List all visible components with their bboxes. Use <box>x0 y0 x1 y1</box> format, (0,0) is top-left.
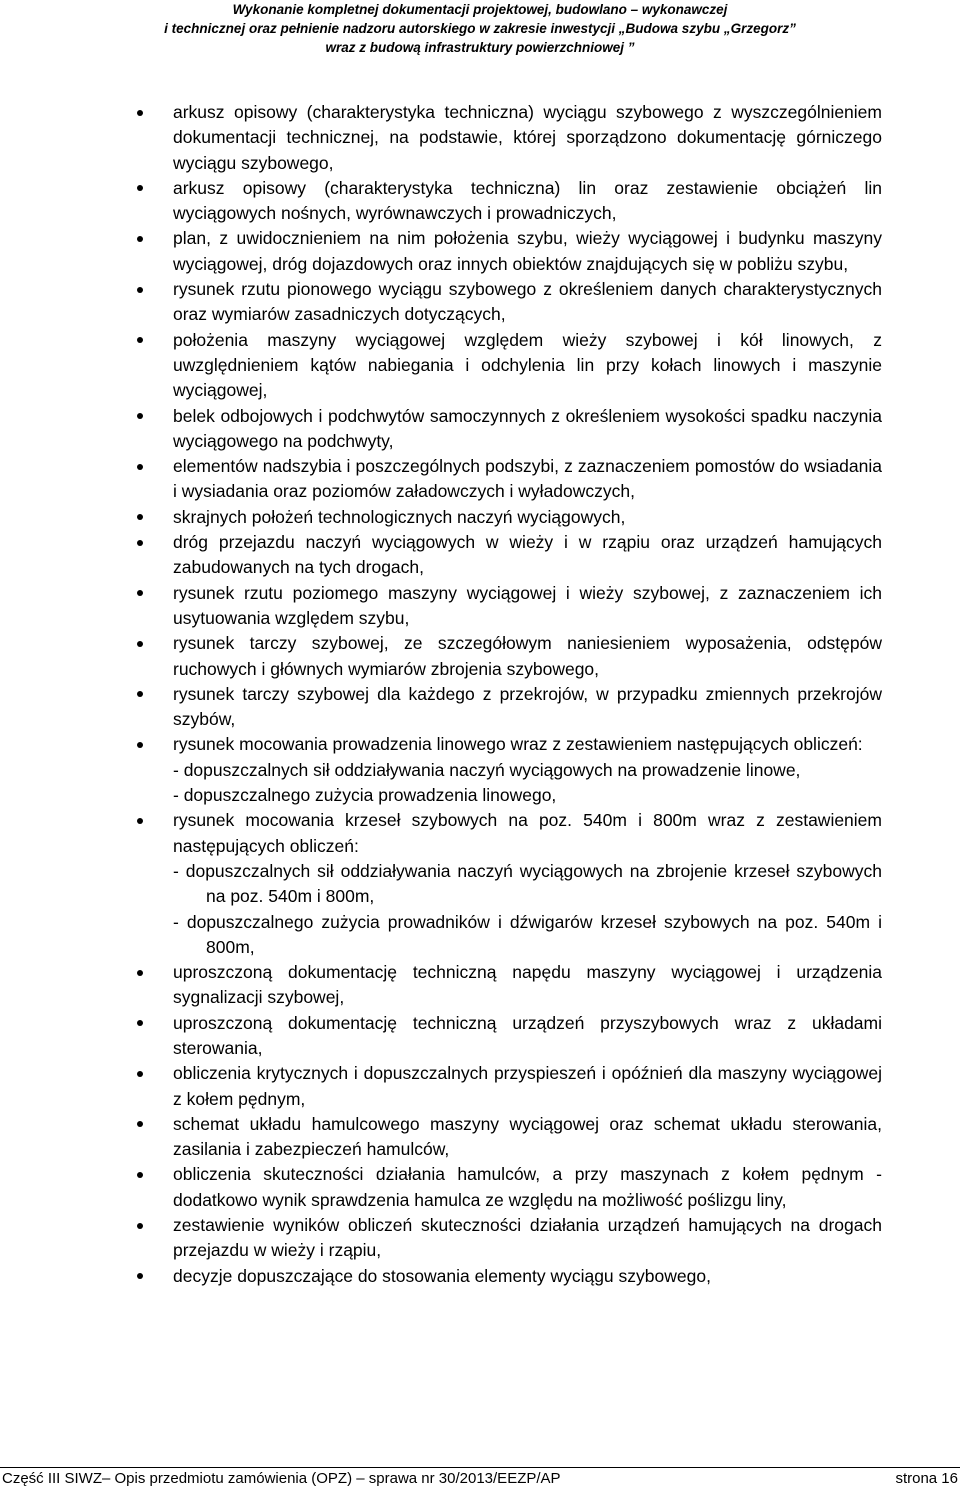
list-item-text: skrajnych położeń technologicznych naczyń wyciągowych, <box>173 506 626 527</box>
list-item <box>130 100 882 176</box>
list-item-text: decyzje dopuszczające do stosowania elementy wyciągu szybowego, <box>173 1265 711 1286</box>
list-item <box>130 176 882 227</box>
list-item-text: rysunek rzutu poziomego maszyny wyciągowej i wieży szybowej, z zaznaczeniem ich usytuowania względem szybu, <box>173 582 882 628</box>
list-item <box>130 1264 882 1289</box>
list-item-text: rysunek rzutu pionowego wyciągu szybowego z określeniem danych charakterystycznych oraz wymiarów zasadniczych dotyczących, <box>173 279 882 325</box>
list-item <box>130 505 882 530</box>
list-item-text: elementów nadszybia i poszczególnych podszybi, z zaznaczeniem pomostów do wsiadania i wysiadania oraz poziomów załadowczych i wyładowczych, <box>173 456 882 502</box>
header-line-1: Wykonanie kompletnej dokumentacji projektowej, budowlano – wykonawczej <box>232 2 728 17</box>
list-item-text: uproszczoną dokumentację techniczną urządzeń przyszybowych wraz z układami sterowania, <box>173 1012 882 1058</box>
list-subitem: - dopuszczalnego zużycia prowadzenia linowego, <box>173 785 557 806</box>
list-item <box>130 631 882 682</box>
list-item-text: rysunek tarczy szybowej, ze szczegółowym naniesieniem wyposażenia, odstępów ruchowych i głównych wymiarów zbrojenia szybowego, <box>173 633 882 679</box>
list-item-text: belek odbojowych i podchwytów samoczynnych z określeniem wysokości spadku naczynia wyciągowego na podchwyty, <box>173 405 882 451</box>
list-item-text: rysunek mocowania prowadzenia linowego wraz z zestawieniem następujących obliczeń: <box>173 734 863 755</box>
list-item <box>130 808 882 960</box>
list-item-text: zestawienie wyników obliczeń skuteczności działania urządzeń hamujących na drogach przejazdu w wieży i rząpiu, <box>173 1215 882 1261</box>
list-item <box>130 1112 882 1163</box>
list-item-text: plan, z uwidocznieniem na nim położenia szybu, wieży wyciągowej i budynku maszyny wyciągowej, dróg dojazdowych oraz innych obiektów znajdujących się w pobliżu szybu, <box>173 228 882 274</box>
list-item <box>130 732 882 808</box>
bullet-list <box>130 100 882 1289</box>
list-item <box>130 960 882 1011</box>
list-item <box>130 454 882 505</box>
list-item-text: dróg przejazdu naczyń wyciągowych w wieży i w rząpiu oraz urządzeń hamujących zabudowanych na tych drogach, <box>173 532 882 578</box>
header-line-2: i technicznej oraz pełnienie nadzoru autorskiego w zakresie inwestycji „Budowa szybu „Grzegorz” <box>164 21 796 36</box>
list-item <box>130 1061 882 1112</box>
list-item <box>130 682 882 733</box>
list-item-text: schemat układu hamulcowego maszyny wyciągowej oraz schemat układu sterowania, zasilania i zabezpieczeń hamulców, <box>173 1113 882 1160</box>
list-item <box>130 530 882 581</box>
list-item-text: arkusz opisowy (charakterystyka techniczna) lin oraz zestawienie obciążeń lin wyciągowych nośnych, wyrównawczych i prowadniczych, <box>173 177 882 224</box>
list-item-text: rysunek tarczy szybowej dla każdego z przekrojów, w przypadku zmiennych przekrojów szybów, <box>173 683 882 730</box>
list-item <box>130 328 882 404</box>
footer-document-title: Część III SIWZ– Opis przedmiotu zamówienia (OPZ) – sprawa nr 30/2013/EEZP/AP <box>2 1470 561 1487</box>
list-item-text: obliczenia skuteczności działania hamulców, a przy maszynach z kołem pędnym - dodatkowo wynik sprawdzenia hamulca ze względu na możliwość poślizgu liny, <box>173 1164 882 1210</box>
footer-divider <box>0 1467 960 1468</box>
list-subitem: - dopuszczalnych sił oddziaływania naczyń wyciągowych na prowadzenie linowe, <box>173 759 801 780</box>
list-item-text: arkusz opisowy (charakterystyka techniczna) wyciągu szybowego z wyszczególnieniem dokumentacji technicznej, na podstawie, której sporządzono dokumentację górniczego wyciągu szybowego, <box>173 102 882 173</box>
list-item <box>130 1213 882 1264</box>
list-item <box>130 277 882 328</box>
list-item-text: obliczenia krytycznych i dopuszczalnych przyspieszeń i opóźnień dla maszyny wyciągowej z kołem pędnym, <box>173 1063 882 1109</box>
list-item <box>130 581 882 632</box>
list-item-text: rysunek mocowania krzeseł szybowych na poz. 540m i 800m wraz z zestawieniem następujących obliczeń: <box>173 810 882 856</box>
footer-page-number: strona 16 <box>895 1470 958 1487</box>
header-line-3: wraz z budową infrastruktury powierzchniowej ” <box>325 40 635 55</box>
list-subitem: - dopuszczalnego zużycia prowadników i dźwigarów krzeseł szybowych na poz. 540m i 800m, <box>173 911 882 957</box>
page-header <box>0 0 960 57</box>
list-item <box>130 404 882 455</box>
list-item-text: uproszczoną dokumentację techniczną napędu maszyny wyciągowej i urządzenia sygnalizacji szybowej, <box>173 962 882 1008</box>
list-item <box>130 1011 882 1062</box>
list-item <box>130 226 882 277</box>
list-item-text: położenia maszyny wyciągowej względem wieży szybowej i kół linowych, z uwzględnieniem kątów nabiegania i odchylenia lin przy kołach linowych i maszynie wyciągowej, <box>173 329 882 401</box>
list-subitem: - dopuszczalnych sił oddziaływania naczyń wyciągowych na zbrojenie krzeseł szybowych na poz. 540m i 800m, <box>173 860 882 907</box>
list-item <box>130 1162 882 1213</box>
